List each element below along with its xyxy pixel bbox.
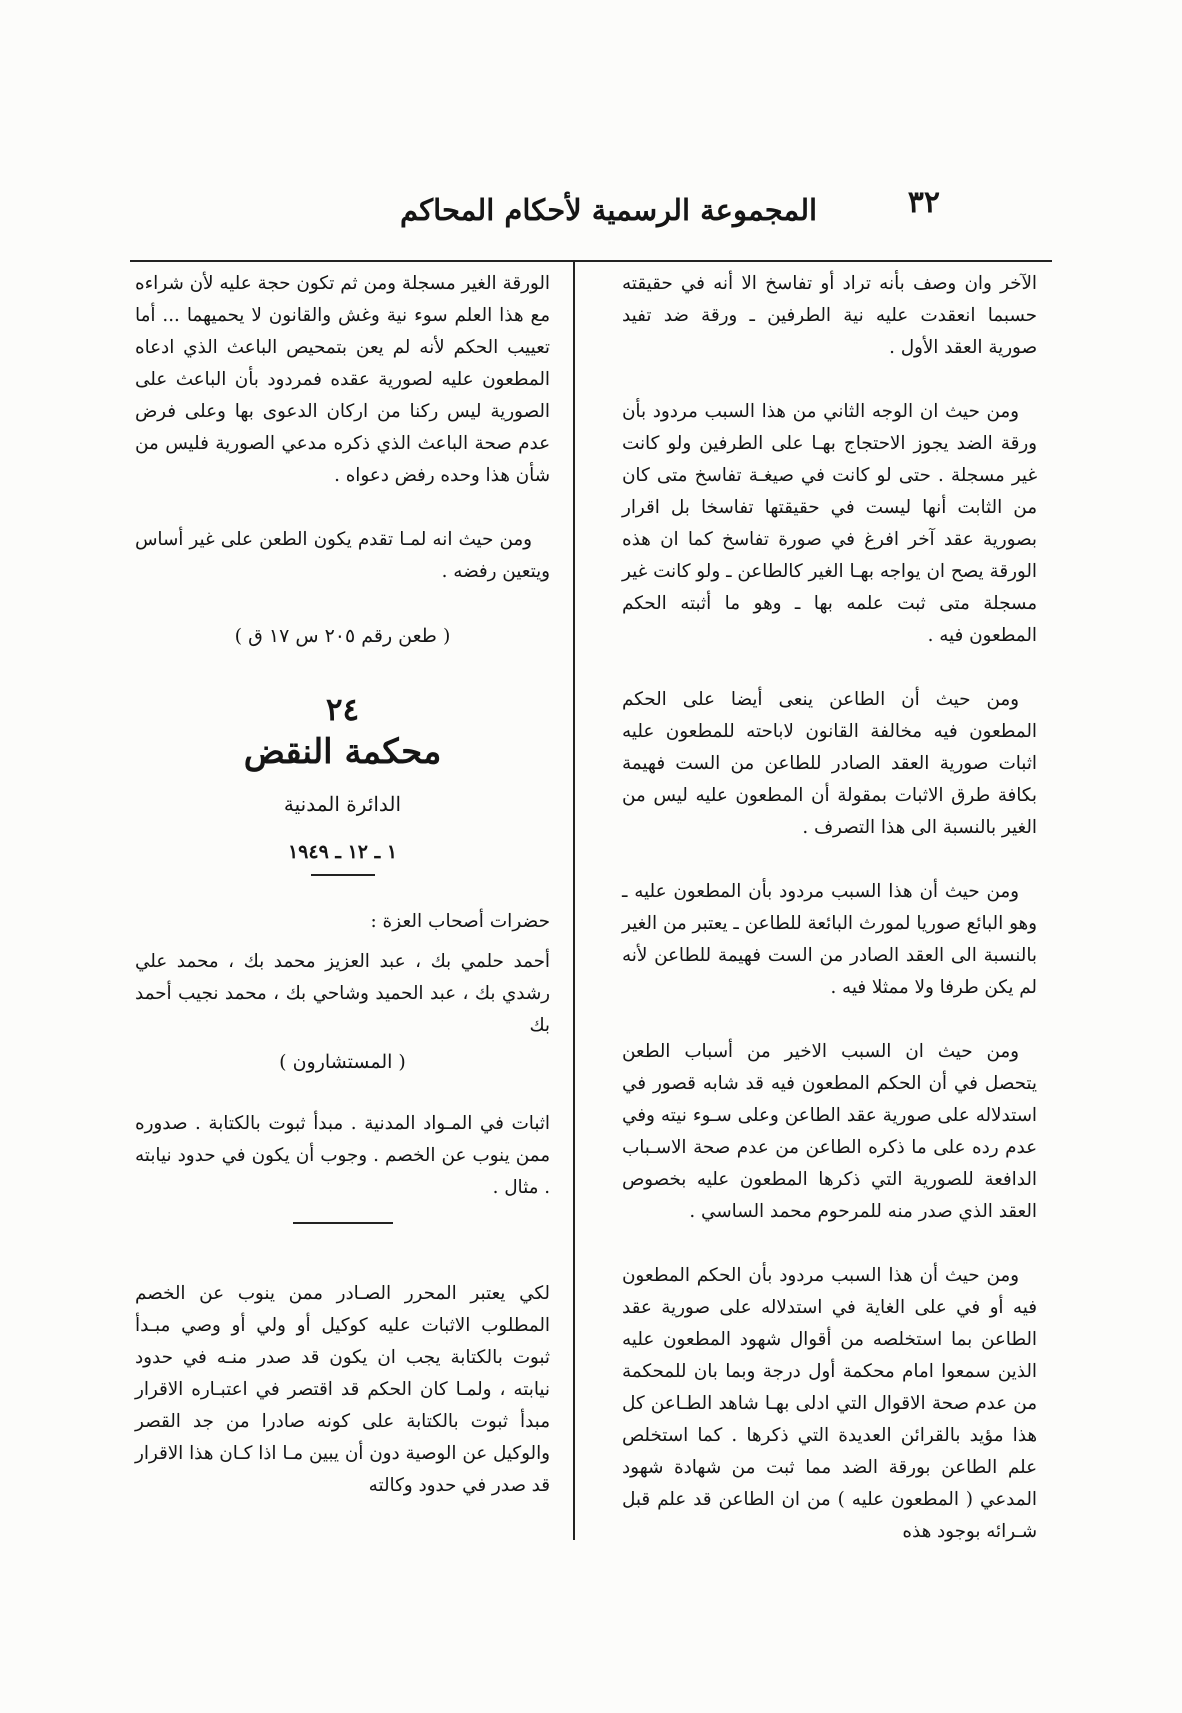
- legal-summary: اثبات في المـواد المدنية . مبدأ ثبوت بالكتابة . صدوره ممن ينوب عن الخصم . وجوب أن يكون في حدود نيابته . مثال .: [135, 1113, 550, 1198]
- paragraph: الورقة الغير مسجلة ومن ثم تكون حجة عليه لأن شراءه مع هذا العلم سوء نية وغش والقانون لا يحميهما ... أما تعييب الحكم لأنه لم يعن بتمحيص الباعث الذي ادعاه المطعون عليه لصورية عقده فمردود بأن الباعث على الصورية ليس ركنا من اركان الدعوى بها وعلى فرض عدم صحة الباعث الذي ذكره مدعي الصورية فليس من شأن هذا وحده رفض دعواه .: [135, 273, 550, 486]
- decision-date: ١ ـ ١٢ ـ ١٩٤٩: [287, 841, 398, 863]
- paragraph: ومن حيث ان الوجه الثاني من هذا السبب مردود بأن ورقة الضد يجوز الاحتجاج بهـا على الطرفين ولو كانت غير مسجلة . حتى لو كانت في صيغـة تفاسخ متى كان من الثابت أنها ليست في حقيقتها تفاسخا بل اقرار بصورية عقد آخر افرغ في صورة تفاسخ كما ان هذه الورقة يصح ان يواجه بهـا الغير كالطاعن ـ ولو كانت غير مسجلة متى ثبت علمه بها ـ وهو ما أثبته الحكم المطعون فيه .: [622, 401, 1037, 646]
- headnote: لكي يعتبر المحرر الصـادر ممن ينوب عن الخصم المطلوب الاثبات عليه كوكيل أو ولي أو وصي مبـدأ ثبوت بالكتابة يجب ان يكون قد صدر منـه في حدود نيابته ، ولمـا كان الحكم قد اقتصر في اعتبـاره الاقرار مبدأ ثبوت بالكتابة على كونه صادرا من جد القصر والوكيل عن الوصية دون أن يبين مـا اذا كـان هذا الاقرار قد صدر في حدود وكالته: [135, 1283, 550, 1496]
- bench-heading: حضرات أصحاب العزة :: [370, 911, 550, 932]
- circuit-name: الدائرة المدنية: [283, 792, 402, 816]
- page-header: [400, 175, 940, 245]
- page-number: ٣٢: [907, 185, 940, 220]
- header-divider: [130, 260, 1052, 262]
- paragraph: ومن حيث انه لمـا تقدم يكون الطعن على غير أساس ويتعين رفضه .: [135, 529, 550, 582]
- summary-divider: [293, 1222, 393, 1224]
- bench-role: ( المستشارون ): [279, 1051, 406, 1073]
- court-name: محكمة النقض: [243, 732, 442, 772]
- right-column: [622, 268, 1037, 1580]
- left-column: [135, 268, 550, 1502]
- column-divider: [573, 260, 575, 1540]
- paragraph: ومن حيث ان السبب الاخير من أسباب الطعن يتحصل في أن الحكم المطعون فيه قد شابه قصور في استدلاله على صورية عقد الطاعن وعلى سـوء نيته وفي عدم رده على ما ذكره الطاعن من عدم صحة الاسـباب الدافعة للصورية التي ذكرها المطعون عليه بخصوص العقد الذي صدر منه للمرحوم محمد الساسي .: [622, 1041, 1037, 1222]
- case-reference: ( طعن رقم ٢٠٥ س ١٧ ق ): [234, 625, 451, 647]
- case-number: ٢٤: [325, 692, 360, 728]
- paragraph: ومن حيث أن هذا السبب مردود بأن المطعون عليه ـ وهو البائع صوريا لمورث البائعة للطاعن ـ يعتبر من الغير بالنسبة الى العقد الصادر من الست فهيمة للطاعن لأنه لم يكن طرفا ولا ممثلا فيه .: [622, 881, 1037, 998]
- paragraph: ومن حيث أن هذا السبب مردود بأن الحكم المطعون فيه أو في على الغاية في استدلاله على صورية عقد الطاعن بما استخلصه من أقوال شهود المطعون عليه الذين سمعوا امام محكمة أول درجة وبما بان للمحكمة من عدم صحة الاقوال التي ادلى بهـا شاهد الطـاعن كل هذا مؤيد بالقرائن العديدة التي ذكرها . كما استخلص علم الطاعن بورقة الضد مما ثبت من شهادة شهود المدعي ( المطعون عليه ) من ان الطاعن قد علم قبل شـرائه بوجود هذه: [622, 1265, 1037, 1542]
- paragraph: الآخر وان وصف بأنه تراد أو تفاسخ الا أنه في حقيقته حسبما انعقدت عليه نية الطرفين ـ ورقة ضد تفيد صورية العقد الأول .: [622, 273, 1037, 358]
- bench-names: أحمد حلمي بك ، عبد العزيز محمد بك ، محمد علي رشدي بك ، عبد الحميد وشاحي بك ، محمد نجيب أحمد بك: [135, 951, 550, 1036]
- date-divider: [311, 874, 375, 876]
- running-title: المجموعة الرسمية لأحكام المحاكم: [400, 193, 818, 227]
- paragraph: ومن حيث أن الطاعن ينعى أيضا على الحكم المطعون فيه مخالفة القانون لاباحته للمطعون عليه اثبات صورية العقد الصادر للطاعن من الست فهيمة بكافة طرق الاثبات بمقولة أن المطعون عليه ليس من الغير بالنسبة الى هذا التصرف .: [622, 689, 1037, 838]
